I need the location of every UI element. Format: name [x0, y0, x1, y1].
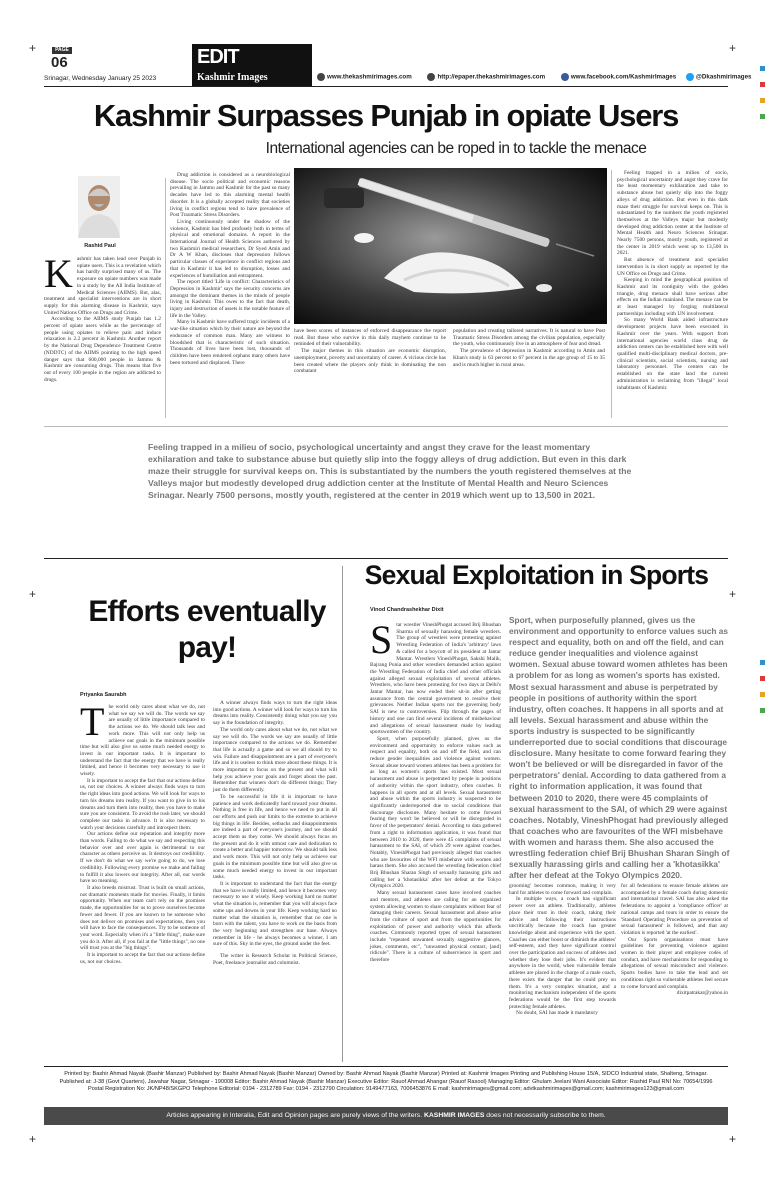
globe-icon	[317, 73, 325, 81]
paragraph: No doubt, SAI has made it mandatory	[516, 1010, 598, 1017]
color-registration-marks	[760, 66, 765, 130]
page-number: 06	[51, 54, 68, 71]
article1-column-4	[453, 328, 605, 418]
crop-mark-icon: +	[29, 1132, 37, 1146]
disclaimer-text: Articles appearing in Interalia, Edit and Opinion pages are purely views of the writers.	[166, 1112, 423, 1119]
disclaimer-brand: KASHMIR IMAGES	[423, 1112, 485, 1119]
paragraph: The prevalence of depression in Kashmir according to Amin and Khan's study is 63 percent to 67 percent in the age group of 15 to 35 and is much higher in rural areas.	[453, 348, 605, 368]
article1-column-5	[617, 170, 728, 420]
paragraph: The writer is Research Scholar in Political Science, Poet, freelance journalist and columnist.	[213, 953, 337, 966]
article3-pullquote: Sport, when purposefully planned, gives us the environment and opportunity to enforce values such as respect and equality, both on and off the field, and can reduce gender inequalities and violence against women. Sexual abuse toward women athletes has been a problem for as long as women's sports has existed. Most sexual harassment and abuse is perpetrated by people in positions of authority within the sport industry, often coaches. It happens in all sports and at all levels. Sexual harassment and abuse within the sports industry is suspected to be significantly underreported due to social conditions that discourage disclosure. Many hesitate to come forward fearing they won't be believed or will be disregarded in favor of the perpetrators' denial. According to data gathered from a right to information application, it was found that between 2010 to 2020, there were 45 complaints of sexual harassment to the SAI, of which 29 were against coaches. Notably, VineshPhogat had previously alleged that coaches who are favourites of the WFI misbehave with women and harass them. She also accused the wrestling federation chief Brij Bhushan Sharan Singh of sexually harassing girls and calling her a 'khotasikka' after her defeat at the Tokyo Olympics 2020.	[509, 615, 730, 881]
drop-cap: S	[370, 617, 393, 662]
twitter-link[interactable]: @Dkashmirimages	[695, 73, 752, 81]
paragraph: It is important to understand the fact that the energy that we have is really limited, and hence it becomes very necessary to use it wisely. Keep working hard no matter what the situation is, remember that you will always face some ups and downs in your life. Keep working hard no matter what the situation is, remember that no one is born with the talent, you have to work on the basis from the very beginning and strengthen our base. Always remember in life - he always becomes a winner, I am sure of this. Sky in the eyes, the ground under the feet.	[213, 880, 337, 948]
column-rule	[611, 170, 612, 418]
color-square-icon	[760, 82, 765, 87]
paragraph: have been scores of instances of enforced disappearance the report read. But those who survive in this daily mayhem continue to be reminded of their vulnerability.	[294, 328, 446, 348]
paragraph: he world only cares about what we do, not what we say we will do. The words we say are usually of little importance compared to the actions we do. We should talk less and work more. This will not only help us achieve our goals in the minimum possible time but will also give us some much needed energy to invest in our important tasks. It is important to understand the fact that the energy that we have is really limited, and hence it becomes very necessary to use it wisely.	[80, 704, 205, 778]
drop-cap: K	[44, 251, 73, 296]
color-square-icon	[760, 114, 765, 119]
paragraph: Feeling trapped in a milieu of socio, psychological uncertainty and angst they crave for the least momentary exhilaration and take to substance abuse but quietly slip into the foggy alleys of drug addiction. But even in this dark maze their struggle for survival keeps on. This is substantiated by the numbers the youth registered themselves at the Valleys major but modestly developed drug addiction center at the Institute of Mental Health and Neuro Sciences Srinagar. Nearly 7500 persons, mostly youth, registered at the center in 2019 which went up to 13,500 in 2021.	[617, 170, 728, 257]
color-square-icon	[760, 98, 765, 103]
header-rule	[44, 86, 728, 87]
paragraph: ashmir has taken lead over Punjab in opiate users. This is a revelation which has hardly surprised many of us. The exposure on opiate numbers was made in a study by the All India Institute of Medical Sciences (AIIMS). But, alas, treatment and specialist interventions are in short supply for this alarming disease in Kashmir, says United Nations Office on Drugs and Crime.	[44, 256, 161, 316]
paragraph: Keeping in mind the geographical position of Kashmir and its contiguity with the golden triangle, drug menace shall have serious after effects on the Indian mainland. The menace can be at least managed by forging multilateral partnerships including with UN involvement.	[617, 277, 728, 317]
paragraph: Many sexual harassment cases have involved coaches and mentors, and athletes are calling for an organized system allowing women to share complaints without fear of damaging their careers. Sexual harassment and abuse arise from the culture of sport and from the opportunities for exploitation of power and authority which this affords coaches. Commonly reported types of sexual harassment include "repeated unwanted sexually suggestive glances, jokes, comments, etc", "unwanted physical contact, [and] ridicule". There is a culture of subservience in sport and therefore	[370, 890, 501, 964]
section-rule	[44, 558, 728, 559]
imprint-line: Printed by: Bashir Ahmad Nayak (Bashir Manzar) Published by: Bashir Ahmad Nayak (Bashir Manzar) Owned by: Bashir Ahmad Nayak (Bashir Manzar) Printed at: Kashmir Images Printing and Publishing House 15/A, SIDCO Industrial state, Shalteng, Srinagar.	[64, 1071, 708, 1077]
paragraph: tar wrestler VineshPhogat accused Brij Bhushan Sharma of sexually harassing female wrestlers. The group of wrestlers were protesting against Wrestling Federation of India's 'arbitrary' laws & called for a boycott of its president at Jantar Mantar. Wrestlers VineshPhogat, Sakshi Malik, Bajrang Punia and other wrestlers demanded action against the Wrestling Federation of India chief and other officials against alleged sexual exploitation of several athletes. Wrestlers, who have been protesting for two days at Delhi's Jantar Mantar, has now ended their sit-in after getting assurance from the central government to resolve their grievances. Neither Indian sports nor the governing body SAI is new to controversies. Flip through the pages of history and one can find several incidents of misbehaviour and allegations of sexual harassment made by leading sportswomen of the country.	[370, 622, 501, 736]
website-link[interactable]: www.thekashmirimages.com	[327, 73, 412, 81]
paragraph: A winner always finds ways to turn the right ideas into good actions. A winner will look for ways to turn his dreams into reality. Consistently doing what you say you say is the foundation of integrity.	[213, 700, 337, 727]
article3-column-1	[370, 617, 501, 1062]
paragraph: The major themes in this situation are economic disruption, unemployment, poverty and uncertainty of career. A vicious circle has been created where the players only think in dominating the non combatant	[294, 348, 446, 375]
globe-icon	[427, 73, 435, 81]
disclaimer-text: does not necessarily subscribe to them.	[486, 1112, 606, 1119]
color-square-icon	[760, 692, 765, 697]
paper-name: Kashmir Images	[197, 72, 268, 83]
author-photo	[78, 176, 120, 238]
paragraph: In multiple ways, a coach has significant power over an athlete. Traditionally, athletes place their trust in their coach, taking their advice and following their instructions uncritically because the coach has greater knowledge about and experience with the sport. Coaches can either boost or diminish the athletes' self-esteem, and they have significant control over the participation and success of athletes and whether they lose their jobs. It's evident that anywhere in the world, when vulnerable female athletes are placed in the charge of a male coach, there exists the danger that he could prey on them. It's a very complex situation, and a monitoring mechanism independent of the sports federations would be the first step towards protecting female athletes.	[509, 896, 616, 1010]
crop-mark-icon: +	[29, 41, 37, 55]
article3-author: Vinod Chandrashekhar Dixit	[370, 607, 444, 613]
color-square-icon	[760, 660, 765, 665]
crop-mark-icon: +	[729, 587, 737, 601]
header-links	[317, 73, 751, 81]
paragraph: Living continuously under the shadow of the violence, Kashmir has bled profusely both in terms of physical and emotional domains. A report in the International Journal of Health Sciences authored by two Kashmiri medical researchers, Dr Syed Amin and Dr A W Khan, discloses that depression follows particular classes of experience in conflict regions and that in Kashmir it has led to disruption, losses and experiences of humiliation and entrapment.	[170, 218, 290, 279]
article1-column-3	[294, 328, 446, 418]
column-rule	[342, 566, 343, 1062]
article1-subhead: International agencies can be roped in to tackle the menace	[265, 140, 647, 157]
page-label: PAGE	[52, 47, 72, 54]
article3-headline: Sexual Exploitation in Sports	[364, 560, 709, 590]
color-square-icon	[760, 708, 765, 713]
article1-headline: Kashmir Surpasses Punjab in opiate Users	[93, 98, 679, 133]
crop-mark-icon: +	[29, 587, 37, 601]
paragraph: Our Sports organisations must have guidelines for preventing violence against women in their player and employee codes of conduct, and have mechanisms for responding to allegations of sexual misconduct and violence. Sports bodies have to take the lead and set conditions right so vulnerable athletes feel secure to come forward and complain.	[621, 936, 728, 990]
paragraph: But absence of treatment and specialist intervention is in short supply as reported by the UN Office on Drugs and Crime.	[617, 257, 728, 277]
paragraph: Drug addiction is considered as a neurobiological disease. The socio political and economic reasons prevailing in Jammu and Kashmir for the past so many decades have led to this alarming mental health disorder. It is a globally accepted reality that societies living in conflict regions tend to have prevalence of Post Traumatic Stress Disorders.	[170, 172, 290, 219]
article3-column-2	[509, 883, 616, 1062]
article1-pullquote: Feeling trapped in a milieu of socio, psychological uncertainty and angst they crave for the least momentary exhilaration and take to substance abuse but quietly slip into the foggy alleys of drug addiction. But even in this dark maze their struggle for survival keeps on. This is substantiated by the numbers the youth registered themselves at the Valleys major but modestly developed drug addiction center at the Institute of Mental Health and Neuro Sciences Srinagar. Nearly 7500 persons, mostly youth, registered at the center in 2019 which went up to 13,500 in 2021.	[148, 442, 632, 501]
paragraph: According to the AIIMS study Punjab has 1.2 percent of opiate users while as the percentage of people using opiates to relieve pain and induce relaxation is 2.2 percent in Kashmir. Another report by the National Drug Dependence Treatment Centre (NDDTC) of the AIIMS pointing to the high speed danger says that 600,000 people in Jammu & Kashmir are consuming drugs. This means that five out of every 100 people in the region are addicted to drugs.	[44, 316, 161, 383]
facebook-link[interactable]: www.facebook.com/KashmirImages	[570, 73, 677, 81]
masthead-block	[192, 44, 312, 87]
paragraph: Our actions define our reputation and integrity more than words. Failing to do what we say and respecting this behavior over and over again is detrimental to our character as others perceive us. It destroys our credibility. If we don't do what we say we're going to do, we lose credibility. Following every promise we make and failing to fulfill it also lowers our integrity. After all, our words have no meaning.	[80, 831, 205, 885]
crop-mark-icon: +	[729, 1132, 737, 1146]
paragraph: The world only cares about what we do, not what we say we will do. The words we say are usually of little importance compared to the actions we do. Remember that life is actually a game and so we all should try to win. Failure and disappointment are a part of everyone's life and it is useless to think more about these things. It is more important to focus on the present and what will help you achieve your goals and forget about the past. Remember that winners don't do different things; They just do them differently.	[213, 726, 337, 794]
section-title: EDIT	[197, 46, 239, 68]
article1-column-2	[170, 172, 290, 418]
paragraph: population and creating tailored narratives. It is natural to have Post Traumatic Stress Disorders among the civilian population, especially the youth, who continuously live in an atmosphere of fear and dread.	[453, 328, 605, 348]
paragraph: Many in Kashmir have suffered tragic incidents of a war-like situation which by their nature are beyond the endurance of common man. Many are witness to bloodshed that is characteristic of such situation. Thousands of lives have been lost, thousands of children have been rendered orphans many others have been tortured and displaced. There	[170, 319, 290, 366]
paragraph: It is important to accept the fact that our actions define us, not our choices. A winner always finds ways to turn the right ideas into good actions. We will look for ways to turn his dreams into reality. If you want to give in to his dreams and turn them into reality, then you have to make sure you are consistent. To avoid the rush later, we should complete our tasks in advance. It is also necessary to watch your decisions carefully and introspect them.	[80, 777, 205, 831]
column-rule	[165, 178, 166, 418]
article2-headline: Efforts eventually pay!	[88, 595, 326, 664]
twitter-icon	[686, 73, 694, 81]
paragraph: grooming' becomes common, making it very hard for athletes to come forward and complain.	[509, 883, 616, 896]
imprint	[44, 1071, 728, 1094]
article3-column-3	[621, 883, 728, 1062]
dateline: Srinagar, Wednesday January 25 2023	[44, 75, 157, 82]
paragraph: It is important to accept the fact that our actions define us, not our choices.	[80, 952, 205, 965]
epaper-link[interactable]: http://epaper.thekashmirimages.com	[437, 73, 546, 81]
imprint-line: Published at: J-38 (Govt Quarters), Jawahar Nagar, Srinagar - 190008 Editor: Bashir Ahmad Nayak (Bashir Manzar) Executive Editor: Rauof Ahmad Ahangar (Rauof Rasool) Managing Editor: Ghulam Jeelani Wani Associate Editor: Rashid Paul RNI No: 70654/1996	[59, 1078, 713, 1085]
article2-column-1	[80, 699, 205, 1062]
paragraph: The report titled 'Life in conflict: Characteristics of Depression in Kashmir' says the security concerns are amongst the dominant themes in the minds of people living in Kashmir. This owes to the fact that death, injury and destruction of assets is the notable feature of life in the Valley.	[170, 279, 290, 319]
paragraph: It also breeds mistrust. Trust is built on small actions, not dramatic moments made for movies. Finally, it limits opportunity. When our team can't rely on the promises made, the opportunities for us to prove ourselves become fewer and fewer. If you are known to be someone who does not deliver on promises and expectations, then you will have to face the consequences. Try to be someone of your word. Especially when it's a "little thing", make sure you do it. After all, if you fail at the "little things", no one will trust you at the "big things".	[80, 884, 205, 952]
article1-column-1	[44, 251, 161, 416]
paragraph: for all federations to ensure female athletes are accompanied by a female coach during domestic and international travel. SAI has also asked the federations to appoint a 'compliance officer' at national camps and tours in order to ensure the 'Standard Operating Procedure on prevention of sexual harassment' is followed, and that any violation is reported 'at the earliest'.	[621, 883, 728, 936]
imprint-line: Postal Registration No: JK/NP48/SKGPO Telephone Editorial: 0194 - 2312789 Fax: 0194 - 2312790 Circulation: 9149477163, 7006453876 E mail: kashmirimages@gmail.com; advtkashmirimages@gmail.com; kashmirimages123@gmail.com	[88, 1086, 684, 1093]
email: dixitpatrakar@yahoo.in	[676, 990, 728, 997]
paragraph: So many World Bank aided infrastructure development projects have been executed in Kashmir over the years. With support from international agencies world class drug de addiction centers can be established here with well qualified multi-disciplinary medical doctors, pre-clinical scientists, social scientists, nursing and laboratory personnel. The centers can be established on the state land the current administration is reclaiming from "illegal" local inhabitants of Kashmir.	[617, 317, 728, 391]
article2-column-2	[213, 700, 337, 1062]
crop-mark-icon: +	[729, 41, 737, 55]
paragraph: Sport, when purposefully planned, gives us the environment and opportunity to enforce values such as respect and equality, both on and off the field, and can reduce gender inequalities and violence against women. Sexual abuse toward women athletes has been a problem for as long as women's sports has existed. Most sexual harassment and abuse is perpetrated by people in positions of authority within the sport industry, often coaches. It happens in all sports and at all levels. Sexual harassment and abuse within the sports industry is suspected to be significantly underreported due to social conditions that discourage disclosure. Many hesitate to come forward fearing they won't be believed or will be disregarded in favor of the perpetrators' denial. According to data gathered from a right to information application, it was found that between 2010 to 2020, there were 45 complaints of sexual harassment to the SAI, of which 29 were against coaches. Notably, VineshPhogat had previously alleged that coaches who are favourites of the WFI misbehave with women and harass them. She also accused the wrestling federation chief Brij Bhushan Sharan Singh of sexually harassing girls and calling her a 'khotasikka' after her defeat at the Tokyo Olympics 2020.	[370, 735, 501, 890]
section-rule	[44, 426, 728, 427]
paragraph: To be successful in life it is important to have patience and work dedicatedly hard toward your dreams. Nothing is free in life, and hence we need to put in all our efforts and push our limits to the extreme to achieve big things in life. Besides, setbacks and disappointments are indeed a part of everyone's journey, and we should accept them as they come. We should always focus on the present and do it with utmost care and dedication to create a better and happier tomorrow. We should talk less and work more. This will not only help us achieve our goals in the minimum possible time but will also give us some much needed energy to invest in our important tasks.	[213, 793, 337, 881]
drugs-photo	[294, 168, 607, 324]
color-registration-marks	[760, 660, 765, 724]
article1-author: Rashid Paul	[84, 243, 116, 249]
facebook-icon	[561, 73, 569, 81]
footer-rule	[44, 1066, 728, 1067]
drop-cap: T	[80, 699, 105, 744]
color-square-icon	[760, 676, 765, 681]
article2-author: Priyanka Saurabh	[80, 692, 127, 698]
color-square-icon	[760, 66, 765, 71]
disclaimer-bar	[44, 1107, 728, 1125]
